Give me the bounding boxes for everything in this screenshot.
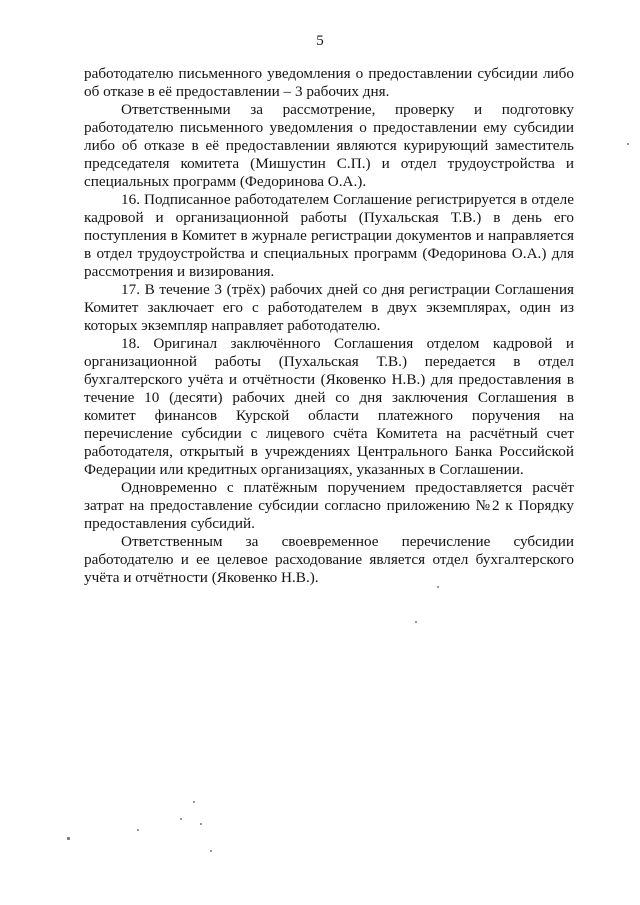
scan-speck	[180, 818, 182, 820]
scan-speck	[193, 801, 195, 803]
scan-speck	[437, 586, 439, 588]
scan-speck	[137, 829, 139, 831]
paragraph-item-17: 17. В течение 3 (трёх) рабочих дней со дня регистрации Соглашения Комитет заключает его с работодателем в двух экземплярах, один из которых экземпляр направляет работодателю.	[84, 281, 574, 334]
document-body	[84, 65, 574, 587]
paragraph-continuation: работодателю письменного уведомления о предоставлении субсидии либо об отказе в её предоставлении – 3 рабочих дня.	[84, 65, 574, 100]
scan-speck	[415, 621, 417, 623]
paragraph-responsible-transfer: Ответственным за своевременное перечисление субсидии работодателю и ее целевое расходование является отдел бухгалтерского учёта и отчётности (Яковенко Н.В.).	[84, 533, 574, 586]
paragraph-item-16: 16. Подписанное работодателем Соглашение регистрируется в отделе кадровой и организационной работы (Пухальская Т.В.) в день его поступления в Комитет в журнале регистрации документов и направляется в отдел трудоустройства и специальных программ (Федоринова О.А.) для рассмотрения и визирования.	[84, 191, 574, 280]
scan-speck	[627, 143, 629, 145]
paragraph-responsible-review: Ответственными за рассмотрение, проверку и подготовку работодателю письменного уведомления о предоставлении ему субсидии либо об отказе в её предоставлении являются курирующий заместитель председателя комитета (Мишустин С.П.) и отдел трудоустройства и специальных программ (Федоринова О.А.).	[84, 101, 574, 190]
paragraph-payment-calculation: Одновременно с платёжным поручением предоставляется расчёт затрат на предоставление субсидии согласно приложению №2 к Порядку предоставления субсидий.	[84, 479, 574, 532]
page-number: 5	[316, 33, 324, 49]
scan-speck	[200, 823, 202, 825]
paragraph-item-18: 18. Оригинал заключённого Соглашения отделом кадровой и организационной работы (Пухальская Т.В.) передается в отдел бухгалтерского учёта и отчётности (Яковенко Н.В.) для предоставления в течение 10 (десяти) рабочих дней со дня заключения Соглашения в комитет финансов Курской области платежного поручения на перечисление субсидии с лицевого счёта Комитета на расчётный счет работодателя, открытый в учреждениях Центрального Банка Российской Федерации или кредитных организациях, указанных в Соглашении.	[84, 335, 574, 478]
scan-speck	[67, 837, 70, 840]
scan-speck	[210, 850, 212, 852]
